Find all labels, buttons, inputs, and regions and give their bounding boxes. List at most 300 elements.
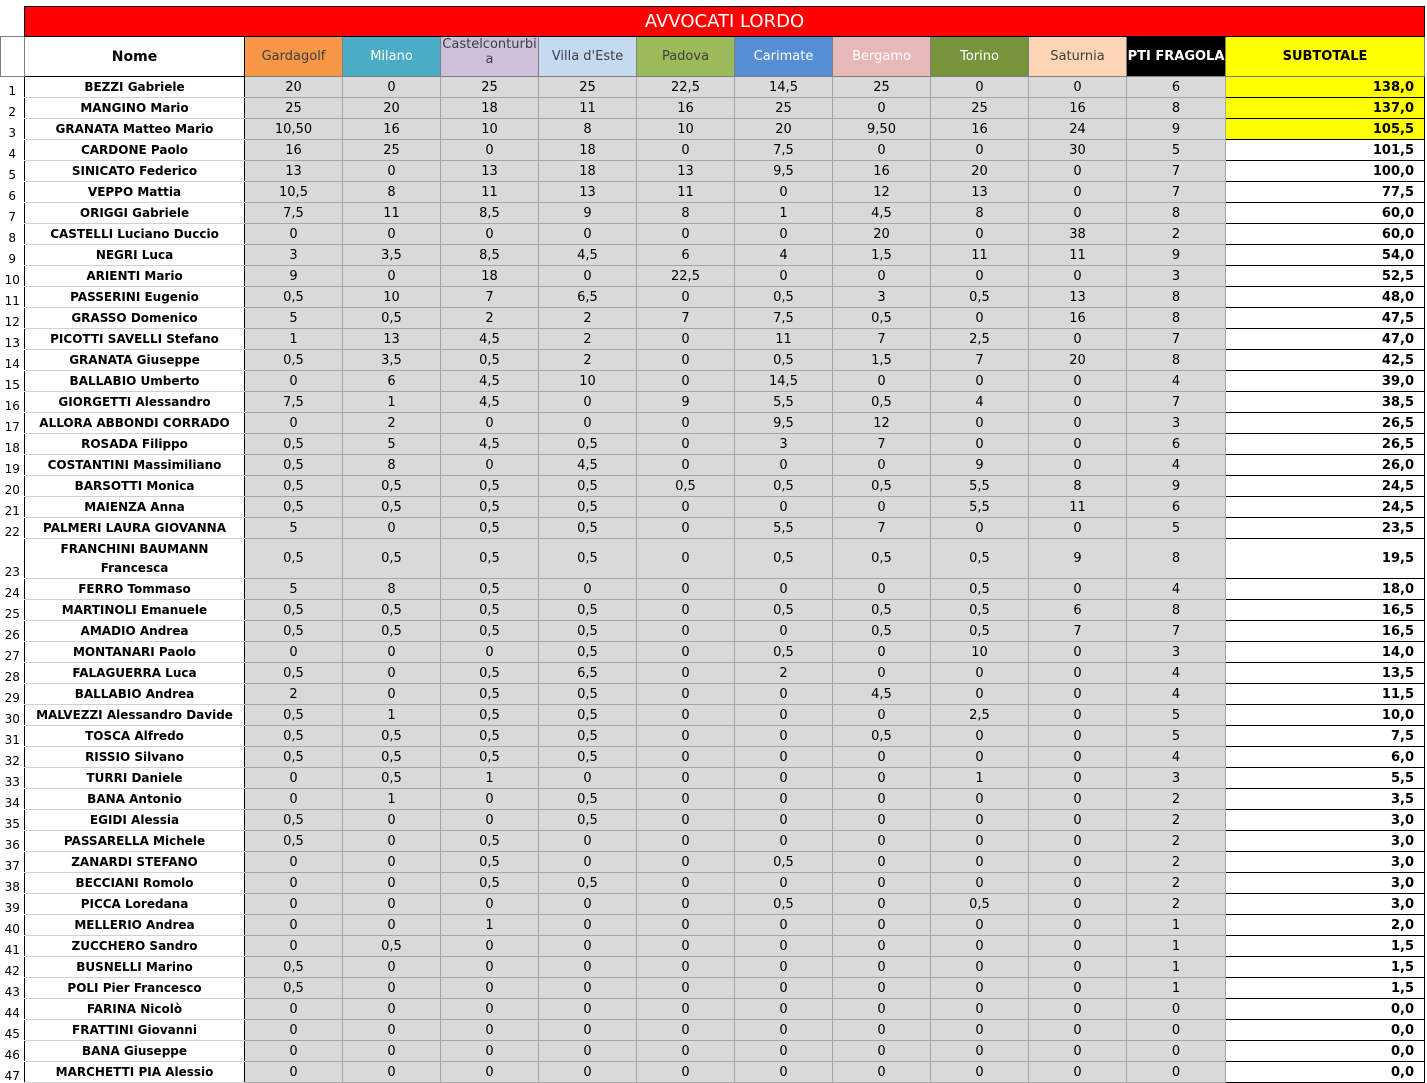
score-cell[interactable]: 0 <box>637 873 735 894</box>
subtotal-cell[interactable]: 0,0 <box>1226 1041 1425 1062</box>
score-cell[interactable]: 0,5 <box>539 497 637 518</box>
score-cell[interactable]: 16 <box>1029 98 1127 119</box>
player-name-cell[interactable]: MELLERIO Andrea <box>25 915 245 936</box>
score-cell[interactable]: 3 <box>1127 266 1226 287</box>
score-cell[interactable]: 0,5 <box>735 852 833 873</box>
player-name-cell[interactable]: SINICATO Federico <box>25 161 245 182</box>
score-cell[interactable]: 0 <box>1029 1062 1127 1083</box>
score-cell[interactable]: 0 <box>245 1062 343 1083</box>
score-cell[interactable]: 0 <box>735 957 833 978</box>
score-cell[interactable]: 0 <box>637 350 735 371</box>
score-cell[interactable]: 0 <box>833 705 931 726</box>
score-cell[interactable]: 0 <box>1029 684 1127 705</box>
score-cell[interactable]: 3,5 <box>343 350 441 371</box>
subtotal-cell[interactable]: 0,0 <box>1226 1062 1425 1083</box>
score-cell[interactable]: 8,5 <box>441 203 539 224</box>
score-cell[interactable]: 5 <box>1127 140 1226 161</box>
score-cell[interactable]: 0 <box>931 413 1029 434</box>
score-cell[interactable]: 0 <box>833 873 931 894</box>
score-cell[interactable]: 0 <box>1029 999 1127 1020</box>
score-cell[interactable]: 0 <box>637 1062 735 1083</box>
score-cell[interactable]: 20 <box>245 77 343 98</box>
player-name-cell[interactable]: ALLORA ABBONDI CORRADO <box>25 413 245 434</box>
score-cell[interactable]: 0 <box>637 140 735 161</box>
score-cell[interactable]: 0 <box>833 140 931 161</box>
score-cell[interactable]: 0,5 <box>833 308 931 329</box>
player-name-cell[interactable]: BUSNELLI Marino <box>25 957 245 978</box>
score-cell[interactable]: 5 <box>245 579 343 600</box>
player-name-cell[interactable]: ZANARDI STEFANO <box>25 852 245 873</box>
score-cell[interactable]: 0 <box>931 810 1029 831</box>
column-header-milano[interactable]: Milano <box>343 37 441 77</box>
score-cell[interactable]: 0,5 <box>931 621 1029 642</box>
score-cell[interactable]: 8 <box>343 455 441 476</box>
score-cell[interactable]: 0 <box>1127 999 1226 1020</box>
score-cell[interactable]: 10,5 <box>245 182 343 203</box>
score-cell[interactable]: 0 <box>441 224 539 245</box>
player-name-cell[interactable]: MAIENZA Anna <box>25 497 245 518</box>
score-cell[interactable]: 13 <box>245 161 343 182</box>
score-cell[interactable]: 0 <box>637 600 735 621</box>
score-cell[interactable]: 0 <box>343 957 441 978</box>
subtotal-cell[interactable]: 138,0 <box>1226 77 1425 98</box>
score-cell[interactable]: 9 <box>637 392 735 413</box>
score-cell[interactable]: 0,5 <box>343 768 441 789</box>
score-cell[interactable]: 5 <box>1127 518 1226 539</box>
score-cell[interactable]: 0 <box>735 810 833 831</box>
score-cell[interactable]: 0 <box>245 999 343 1020</box>
score-cell[interactable]: 16 <box>833 161 931 182</box>
score-cell[interactable]: 0 <box>637 371 735 392</box>
score-cell[interactable]: 5 <box>245 518 343 539</box>
score-cell[interactable]: 6 <box>1127 77 1226 98</box>
player-name-cell[interactable]: GRANATA Matteo Mario <box>25 119 245 140</box>
score-cell[interactable]: 6 <box>343 371 441 392</box>
score-cell[interactable]: 0,5 <box>539 810 637 831</box>
score-cell[interactable]: 0 <box>1029 768 1127 789</box>
score-cell[interactable]: 0 <box>833 642 931 663</box>
score-cell[interactable]: 0 <box>245 224 343 245</box>
score-cell[interactable]: 0,5 <box>539 789 637 810</box>
score-cell[interactable]: 0 <box>637 539 735 579</box>
score-cell[interactable]: 0 <box>441 894 539 915</box>
score-cell[interactable]: 0 <box>637 497 735 518</box>
score-cell[interactable]: 0,5 <box>441 350 539 371</box>
score-cell[interactable]: 0 <box>1127 1062 1226 1083</box>
score-cell[interactable]: 0 <box>637 579 735 600</box>
player-name-cell[interactable]: ZUCCHERO Sandro <box>25 936 245 957</box>
score-cell[interactable]: 0,5 <box>735 894 833 915</box>
score-cell[interactable]: 0 <box>343 684 441 705</box>
score-cell[interactable]: 0,5 <box>931 539 1029 579</box>
score-cell[interactable]: 0 <box>1029 810 1127 831</box>
score-cell[interactable]: 4 <box>735 245 833 266</box>
score-cell[interactable]: 0 <box>1029 705 1127 726</box>
column-header-pti-fragola[interactable]: PTI FRAGOLA <box>1127 37 1226 77</box>
score-cell[interactable]: 4 <box>1127 663 1226 684</box>
subtotal-cell[interactable]: 42,5 <box>1226 350 1425 371</box>
score-cell[interactable]: 9 <box>1127 245 1226 266</box>
score-cell[interactable]: 8 <box>1127 203 1226 224</box>
score-cell[interactable]: 8 <box>1127 350 1226 371</box>
score-cell[interactable]: 11 <box>735 329 833 350</box>
score-cell[interactable]: 38 <box>1029 224 1127 245</box>
score-cell[interactable]: 0 <box>441 413 539 434</box>
score-cell[interactable]: 1 <box>1127 978 1226 999</box>
score-cell[interactable]: 2 <box>539 329 637 350</box>
score-cell[interactable]: 0 <box>735 831 833 852</box>
score-cell[interactable]: 0 <box>539 768 637 789</box>
score-cell[interactable]: 9 <box>931 455 1029 476</box>
player-name-cell[interactable]: FRATTINI Giovanni <box>25 1020 245 1041</box>
score-cell[interactable]: 8 <box>1127 600 1226 621</box>
score-cell[interactable]: 3 <box>245 245 343 266</box>
score-cell[interactable]: 25 <box>245 98 343 119</box>
score-cell[interactable]: 0,5 <box>833 726 931 747</box>
score-cell[interactable]: 0 <box>833 831 931 852</box>
score-cell[interactable]: 0 <box>735 684 833 705</box>
score-cell[interactable]: 0,5 <box>441 497 539 518</box>
score-cell[interactable]: 0 <box>637 413 735 434</box>
player-name-cell[interactable]: BARSOTTI Monica <box>25 476 245 497</box>
score-cell[interactable]: 9 <box>1029 539 1127 579</box>
column-header-villa-d-este[interactable]: Villa d'Este <box>539 37 637 77</box>
score-cell[interactable]: 0 <box>441 140 539 161</box>
score-cell[interactable]: 6 <box>1127 434 1226 455</box>
score-cell[interactable]: 1 <box>441 915 539 936</box>
score-cell[interactable]: 8 <box>343 579 441 600</box>
subtotal-cell[interactable]: 10,0 <box>1226 705 1425 726</box>
player-name-cell[interactable]: COSTANTINI Massimiliano <box>25 455 245 476</box>
score-cell[interactable]: 0 <box>539 1062 637 1083</box>
score-cell[interactable]: 0 <box>343 1020 441 1041</box>
score-cell[interactable]: 0,5 <box>343 497 441 518</box>
score-cell[interactable]: 0 <box>343 915 441 936</box>
score-cell[interactable]: 2 <box>1127 224 1226 245</box>
score-cell[interactable]: 0 <box>1127 1041 1226 1062</box>
score-cell[interactable]: 1 <box>1127 936 1226 957</box>
score-cell[interactable]: 0 <box>245 371 343 392</box>
score-cell[interactable]: 0 <box>833 852 931 873</box>
player-name-cell[interactable]: GRASSO Domenico <box>25 308 245 329</box>
score-cell[interactable]: 0 <box>1029 161 1127 182</box>
score-cell[interactable]: 0 <box>833 978 931 999</box>
score-cell[interactable]: 0 <box>343 894 441 915</box>
score-cell[interactable]: 1 <box>1127 915 1226 936</box>
score-cell[interactable]: 0 <box>1029 852 1127 873</box>
score-cell[interactable]: 6,5 <box>539 287 637 308</box>
subtotal-cell[interactable]: 6,0 <box>1226 747 1425 768</box>
score-cell[interactable]: 0 <box>637 831 735 852</box>
score-cell[interactable]: 1 <box>245 329 343 350</box>
score-cell[interactable]: 0 <box>1029 978 1127 999</box>
score-cell[interactable]: 0,5 <box>245 497 343 518</box>
subtotal-cell[interactable]: 47,0 <box>1226 329 1425 350</box>
score-cell[interactable]: 5 <box>245 308 343 329</box>
player-name-cell[interactable]: PASSERINI Eugenio <box>25 287 245 308</box>
player-name-cell[interactable]: PASSARELLA Michele <box>25 831 245 852</box>
player-name-cell[interactable]: ORIGGI Gabriele <box>25 203 245 224</box>
score-cell[interactable]: 0 <box>1029 747 1127 768</box>
score-cell[interactable]: 25 <box>539 77 637 98</box>
score-cell[interactable]: 14,5 <box>735 371 833 392</box>
score-cell[interactable]: 20 <box>833 224 931 245</box>
score-cell[interactable]: 0 <box>833 1041 931 1062</box>
score-cell[interactable]: 0 <box>1029 1020 1127 1041</box>
score-cell[interactable]: 13 <box>637 161 735 182</box>
score-cell[interactable]: 0 <box>637 621 735 642</box>
score-cell[interactable]: 18 <box>441 266 539 287</box>
score-cell[interactable]: 0 <box>931 957 1029 978</box>
score-cell[interactable]: 10 <box>343 287 441 308</box>
player-name-cell[interactable]: MARCHETTI PIA Alessio <box>25 1062 245 1083</box>
score-cell[interactable]: 0 <box>539 894 637 915</box>
player-name-cell[interactable]: FARINA Nicolò <box>25 999 245 1020</box>
score-cell[interactable]: 0 <box>1029 642 1127 663</box>
score-cell[interactable]: 0,5 <box>735 287 833 308</box>
score-cell[interactable]: 7,5 <box>735 140 833 161</box>
score-cell[interactable]: 0 <box>343 831 441 852</box>
subtotal-cell[interactable]: 26,5 <box>1226 413 1425 434</box>
score-cell[interactable]: 0 <box>735 936 833 957</box>
score-cell[interactable]: 1 <box>1127 957 1226 978</box>
score-cell[interactable]: 25 <box>343 140 441 161</box>
subtotal-cell[interactable]: 100,0 <box>1226 161 1425 182</box>
score-cell[interactable]: 1 <box>343 705 441 726</box>
score-cell[interactable]: 16 <box>637 98 735 119</box>
score-cell[interactable]: 0 <box>245 1041 343 1062</box>
column-header-bergamo[interactable]: Bergamo <box>833 37 931 77</box>
score-cell[interactable]: 0 <box>735 726 833 747</box>
score-cell[interactable]: 0 <box>735 768 833 789</box>
score-cell[interactable]: 0,5 <box>931 600 1029 621</box>
score-cell[interactable]: 2,5 <box>931 329 1029 350</box>
score-cell[interactable]: 0 <box>441 1062 539 1083</box>
score-cell[interactable]: 0,5 <box>539 705 637 726</box>
score-cell[interactable]: 13 <box>1029 287 1127 308</box>
score-cell[interactable]: 2 <box>539 308 637 329</box>
score-cell[interactable]: 18 <box>441 98 539 119</box>
player-name-cell[interactable]: FALAGUERRA Luca <box>25 663 245 684</box>
score-cell[interactable]: 0 <box>931 978 1029 999</box>
player-name-cell[interactable]: ROSADA Filippo <box>25 434 245 455</box>
score-cell[interactable]: 9,50 <box>833 119 931 140</box>
score-cell[interactable]: 0 <box>931 852 1029 873</box>
score-cell[interactable]: 11 <box>1029 497 1127 518</box>
score-cell[interactable]: 7,5 <box>245 392 343 413</box>
subtotal-cell[interactable]: 1,5 <box>1226 936 1425 957</box>
score-cell[interactable]: 13 <box>539 182 637 203</box>
score-cell[interactable]: 0 <box>441 999 539 1020</box>
score-cell[interactable]: 2 <box>343 413 441 434</box>
score-cell[interactable]: 5 <box>343 434 441 455</box>
subtotal-cell[interactable]: 3,0 <box>1226 831 1425 852</box>
score-cell[interactable]: 2 <box>735 663 833 684</box>
score-cell[interactable]: 0,5 <box>343 936 441 957</box>
score-cell[interactable]: 0,5 <box>441 476 539 497</box>
score-cell[interactable]: 0 <box>637 936 735 957</box>
score-cell[interactable]: 20 <box>735 119 833 140</box>
score-cell[interactable]: 6 <box>637 245 735 266</box>
score-cell[interactable]: 0,5 <box>539 434 637 455</box>
subtotal-cell[interactable]: 101,5 <box>1226 140 1425 161</box>
score-cell[interactable]: 25 <box>441 77 539 98</box>
score-cell[interactable]: 0 <box>931 224 1029 245</box>
score-cell[interactable]: 7 <box>833 434 931 455</box>
score-cell[interactable]: 0,5 <box>539 518 637 539</box>
score-cell[interactable]: 0 <box>1029 831 1127 852</box>
score-cell[interactable]: 8 <box>1127 287 1226 308</box>
score-cell[interactable]: 0 <box>343 978 441 999</box>
score-cell[interactable]: 0 <box>245 894 343 915</box>
score-cell[interactable]: 0 <box>441 957 539 978</box>
score-cell[interactable]: 9,5 <box>735 413 833 434</box>
score-cell[interactable]: 0,5 <box>343 600 441 621</box>
subtotal-cell[interactable]: 18,0 <box>1226 579 1425 600</box>
score-cell[interactable]: 10 <box>539 371 637 392</box>
score-cell[interactable]: 0,5 <box>245 621 343 642</box>
subtotal-cell[interactable]: 7,5 <box>1226 726 1425 747</box>
score-cell[interactable]: 0 <box>539 266 637 287</box>
score-cell[interactable]: 0,5 <box>441 831 539 852</box>
score-cell[interactable]: 5 <box>1127 705 1226 726</box>
score-cell[interactable]: 0 <box>343 642 441 663</box>
score-cell[interactable]: 0 <box>637 915 735 936</box>
score-cell[interactable]: 0,5 <box>441 747 539 768</box>
score-cell[interactable]: 4 <box>1127 455 1226 476</box>
score-cell[interactable]: 0 <box>441 789 539 810</box>
score-cell[interactable]: 0 <box>539 224 637 245</box>
score-cell[interactable]: 0,5 <box>245 434 343 455</box>
column-header-saturnia[interactable]: Saturnia <box>1029 37 1127 77</box>
score-cell[interactable]: 0,5 <box>539 539 637 579</box>
subtotal-cell[interactable]: 1,5 <box>1226 978 1425 999</box>
score-cell[interactable]: 0 <box>931 663 1029 684</box>
score-cell[interactable]: 11 <box>441 182 539 203</box>
subtotal-cell[interactable]: 48,0 <box>1226 287 1425 308</box>
score-cell[interactable]: 0 <box>735 1041 833 1062</box>
score-cell[interactable]: 1,5 <box>833 245 931 266</box>
score-cell[interactable]: 4,5 <box>833 684 931 705</box>
score-cell[interactable]: 0,5 <box>245 476 343 497</box>
score-cell[interactable]: 13 <box>343 329 441 350</box>
player-name-cell[interactable]: AMADIO Andrea <box>25 621 245 642</box>
score-cell[interactable]: 0 <box>833 98 931 119</box>
score-cell[interactable]: 0 <box>637 518 735 539</box>
score-cell[interactable]: 0 <box>343 999 441 1020</box>
score-cell[interactable]: 13 <box>441 161 539 182</box>
score-cell[interactable]: 18 <box>539 161 637 182</box>
score-cell[interactable]: 4,5 <box>441 329 539 350</box>
score-cell[interactable]: 0 <box>441 642 539 663</box>
subtotal-cell[interactable]: 26,0 <box>1226 455 1425 476</box>
score-cell[interactable]: 8 <box>1127 98 1226 119</box>
score-cell[interactable]: 0,5 <box>441 518 539 539</box>
score-cell[interactable]: 0 <box>735 455 833 476</box>
score-cell[interactable]: 0 <box>343 161 441 182</box>
score-cell[interactable]: 0 <box>343 224 441 245</box>
score-cell[interactable]: 0,5 <box>931 579 1029 600</box>
score-cell[interactable]: 2 <box>245 684 343 705</box>
score-cell[interactable]: 0 <box>833 579 931 600</box>
score-cell[interactable]: 0,5 <box>245 600 343 621</box>
score-cell[interactable]: 0 <box>539 1020 637 1041</box>
score-cell[interactable]: 0 <box>833 789 931 810</box>
score-cell[interactable]: 4 <box>931 392 1029 413</box>
score-cell[interactable]: 0 <box>637 287 735 308</box>
player-name-cell[interactable]: CASTELLI Luciano Duccio <box>25 224 245 245</box>
score-cell[interactable]: 0 <box>637 810 735 831</box>
score-cell[interactable]: 6 <box>1029 600 1127 621</box>
score-cell[interactable]: 0 <box>539 978 637 999</box>
score-cell[interactable]: 0 <box>637 726 735 747</box>
score-cell[interactable]: 3 <box>735 434 833 455</box>
score-cell[interactable]: 0 <box>637 455 735 476</box>
score-cell[interactable]: 0 <box>637 768 735 789</box>
subtotal-cell[interactable]: 24,5 <box>1226 476 1425 497</box>
score-cell[interactable]: 22,5 <box>637 77 735 98</box>
score-cell[interactable]: 0 <box>735 747 833 768</box>
score-cell[interactable]: 2 <box>1127 789 1226 810</box>
score-cell[interactable]: 0,5 <box>245 831 343 852</box>
score-cell[interactable]: 2 <box>1127 852 1226 873</box>
score-cell[interactable]: 0,5 <box>245 287 343 308</box>
score-cell[interactable]: 0,5 <box>441 600 539 621</box>
score-cell[interactable]: 0,5 <box>539 726 637 747</box>
score-cell[interactable]: 0 <box>637 852 735 873</box>
score-cell[interactable]: 6 <box>1127 497 1226 518</box>
score-cell[interactable]: 0 <box>637 224 735 245</box>
score-cell[interactable]: 4,5 <box>441 392 539 413</box>
score-cell[interactable]: 0 <box>931 77 1029 98</box>
score-cell[interactable]: 0 <box>539 1041 637 1062</box>
score-cell[interactable]: 0 <box>245 1020 343 1041</box>
score-cell[interactable]: 0 <box>539 936 637 957</box>
score-cell[interactable]: 16 <box>245 140 343 161</box>
player-name-cell[interactable]: FRANCHINI BAUMANN Francesca <box>25 539 245 579</box>
score-cell[interactable]: 0 <box>343 266 441 287</box>
player-name-cell[interactable]: TOSCA Alfredo <box>25 726 245 747</box>
score-cell[interactable]: 0,5 <box>245 539 343 579</box>
column-header-castelconturbia[interactable]: Castelconturbia <box>441 37 539 77</box>
score-cell[interactable]: 0,5 <box>343 747 441 768</box>
score-cell[interactable]: 0,5 <box>833 621 931 642</box>
player-name-cell[interactable]: EGIDI Alessia <box>25 810 245 831</box>
score-cell[interactable]: 7,5 <box>245 203 343 224</box>
score-cell[interactable]: 0,5 <box>441 705 539 726</box>
score-cell[interactable]: 7 <box>1127 329 1226 350</box>
score-cell[interactable]: 9 <box>245 266 343 287</box>
score-cell[interactable]: 0 <box>931 999 1029 1020</box>
score-cell[interactable]: 0 <box>735 999 833 1020</box>
column-header-nome[interactable]: Nome <box>25 37 245 77</box>
score-cell[interactable]: 0 <box>1029 371 1127 392</box>
score-cell[interactable]: 16 <box>931 119 1029 140</box>
subtotal-cell[interactable]: 14,0 <box>1226 642 1425 663</box>
player-name-cell[interactable]: RISSIO Silvano <box>25 747 245 768</box>
score-cell[interactable]: 4,5 <box>441 434 539 455</box>
score-cell[interactable]: 6,5 <box>539 663 637 684</box>
subtotal-cell[interactable]: 52,5 <box>1226 266 1425 287</box>
score-cell[interactable]: 0 <box>735 497 833 518</box>
subtotal-cell[interactable]: 23,5 <box>1226 518 1425 539</box>
score-cell[interactable]: 0 <box>343 518 441 539</box>
score-cell[interactable]: 2 <box>1127 810 1226 831</box>
score-cell[interactable]: 0,5 <box>735 476 833 497</box>
score-cell[interactable]: 0 <box>1029 182 1127 203</box>
score-cell[interactable]: 0 <box>833 266 931 287</box>
score-cell[interactable]: 0 <box>931 726 1029 747</box>
